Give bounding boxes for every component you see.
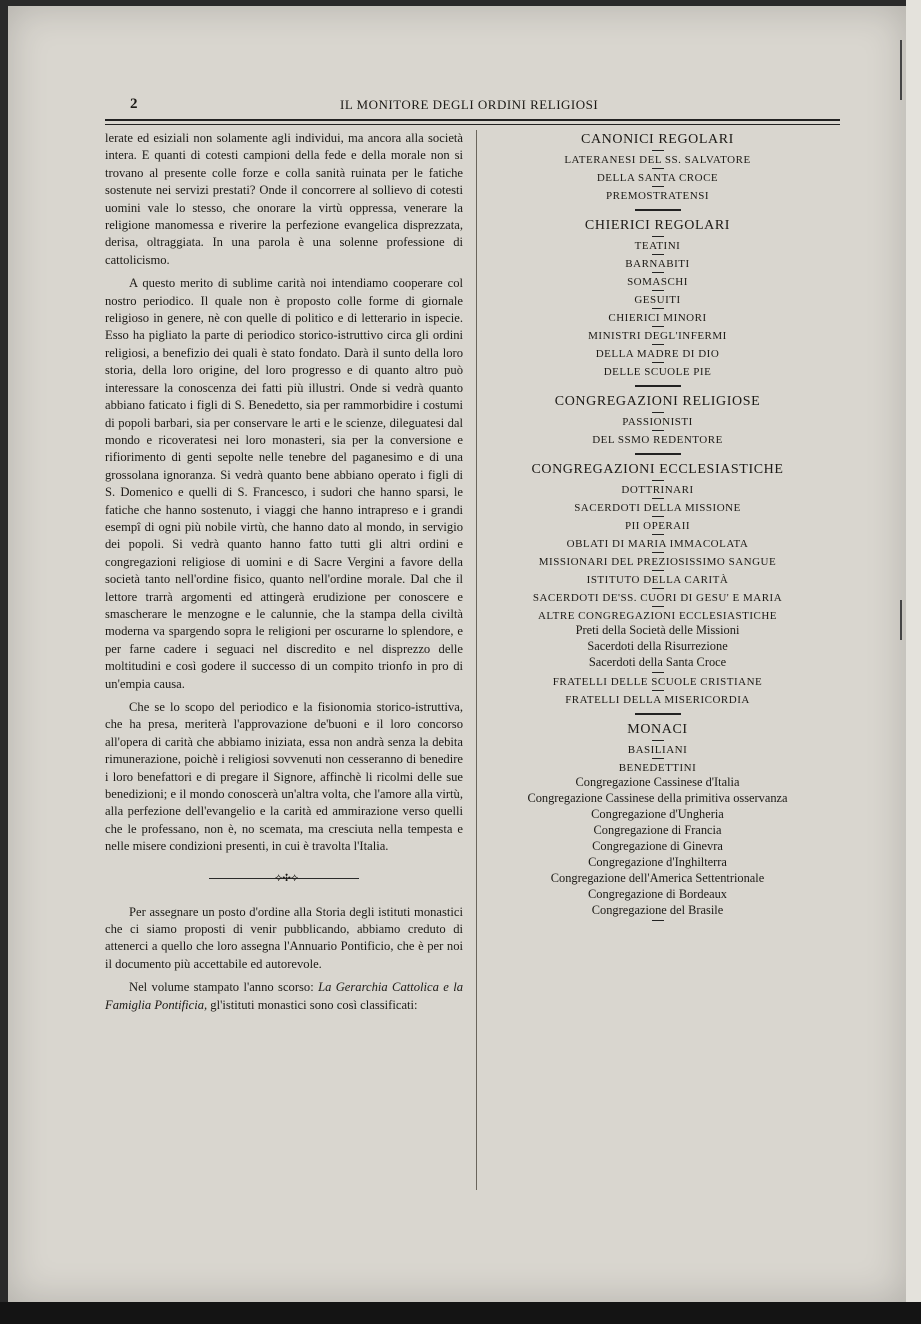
paragraph-last: [105, 979, 463, 1014]
list-item: Congregazione del Brasile: [591, 903, 724, 917]
list-item: CHIERICI MINORI: [608, 312, 707, 324]
list-item: DOTTRINARI: [621, 484, 694, 496]
list-item: OBLATI DI MARIA IMMACOLATA: [566, 538, 749, 550]
heading-canonici: CANONICI REGOLARI: [581, 132, 734, 147]
list-item: DELLA SANTA CROCE: [596, 172, 719, 184]
list-item: SOMASCHI: [627, 276, 688, 288]
list-item: ISTITUTO DELLA CARITÀ: [586, 574, 729, 586]
running-title: IL MONITORE DEGLI ORDINI RELIGIOSI: [340, 97, 599, 112]
heading-altre-congregazioni: ALTRE CONGREGAZIONI ECCLESIASTICHE: [537, 610, 778, 622]
list-item: SACERDOTI DE'SS. CUORI DI GESU' E MARIA: [532, 592, 783, 604]
list-item: DELLA MADRE DI DIO: [595, 348, 720, 360]
list-item: MINISTRI DEGL'INFERMI: [588, 330, 727, 342]
paragraph: A questo merito di sublime carità noi intendiamo cooperare col nostro periodico. Il quale non è proposto colle forme di giornale religioso in genere, nè con quelle di politico e di letterario in ispecie. Esso ha pigliato la parte di periodico storico-istruttivo circa gli ordini religiosi, a benefizio dei quali è stato fondato. Darà il sunto della loro storia, della loro origine, del loro progresso e di quanto altro può interessare la conoscenza dei fatti più illustri. Onde si vedrà quanto abbiano faticato i figli di S. Benedetto, sia per rammorbidire i costumi di popoli barbari, sia per conservare le arti e le scienze, dileguatesi dal mondo e ricoveratesi nei loro monasteri, sia per la conversione e rifiorimento di genti sepolte nelle tenebre del paganesimo e di una grossolana ignoranza. Si vedrà quanto bene abbiano operato i figli di S. Domenico e quelli di S. Francesco, i sudori che hanno sparsi, le fatiche che hanno sostenuto, i viaggi che hanno intrapreso e i grandi esempî di ogni più nobile virtù, che hanno dato al mondo, in servigio dei popoli. Si vedrà quanto hanno fatto tutti gli altri ordini e congregazioni religiose di uomini e di Sacre Vergini a favore della società tanto nell'ordine fisico, quanto nell'ordine morale. Dal che il lettore trarrà argomenti ed attingerà erudizione per conoscere e smascherare le menzogne e le calunnie, che la stampa della civiltà moderna va spargendo sopra le religioni per oscurarne lo splendore, e per farne cadere i seguaci nel discredito e nel disprezzo delle moltitudini e così godere il successo di un compito trionfo in pro di un'empia causa.: [105, 276, 463, 691]
list-item: LATERANESI DEL SS. SALVATORE: [564, 154, 751, 166]
scan-mark: [900, 40, 902, 100]
page-header: [130, 96, 838, 116]
right-column-classification: [490, 132, 825, 924]
heading-congregazioni-religiose: CONGREGAZIONI RELIGIOSE: [554, 394, 761, 409]
paragraph: Per assegnare un posto d'ordine alla Storia degli istituti monastici che ci siamo proposti di venir pubblicando, abbiamo creduto di attenerci a quello che loro assegna l'Annuario Pontificio, che è per noi il documento più accettabile ed autorevole.: [105, 904, 463, 971]
paragraph-tail: gl'istituti monastici sono così classificati:: [207, 997, 418, 1012]
column-divider: [476, 130, 477, 1190]
list-item: Congregazione d'Ungheria: [591, 807, 724, 821]
list-item: DEL SSMO REDENTORE: [592, 434, 723, 446]
left-column: [105, 130, 463, 1014]
list-item: Congregazione di Bordeaux: [587, 887, 727, 901]
list-item: Sacerdoti della Risurrezione: [587, 639, 728, 653]
list-item: FRATELLI DELLE SCUOLE CRISTIANE: [552, 676, 763, 688]
heading-monaci: MONACI: [627, 722, 688, 737]
list-item: PASSIONISTI: [622, 416, 693, 428]
list-item: Congregazione dell'America Settentrionale: [550, 871, 765, 885]
scan-mark: [900, 600, 902, 640]
list-item: PREMOSTRATENSI: [606, 190, 709, 202]
list-item: Preti della Società delle Missioni: [575, 623, 740, 637]
list-item: GESUITI: [634, 294, 681, 306]
paragraph-lead: Nel volume stampato l'anno scorso:: [129, 980, 319, 995]
header-rule-thin: [105, 124, 840, 125]
heading-congregazioni-ecclesiastiche: CONGREGAZIONI ECCLESIASTICHE: [531, 462, 784, 477]
list-item: Congregazione d'Inghilterra: [588, 855, 727, 869]
heading-chierici: CHIERICI REGOLARI: [584, 218, 731, 233]
list-item: TEATINI: [634, 240, 681, 252]
page-edge-right: [906, 0, 921, 1324]
list-item: Congregazione di Francia: [593, 823, 722, 837]
list-item: DELLE SCUOLE PIE: [603, 366, 712, 378]
section-ornament: ⟡✣⟡: [209, 876, 359, 882]
list-item: BARNABITI: [625, 258, 690, 270]
scan-bottom-edge: [0, 1302, 921, 1324]
page-number: 2: [130, 96, 138, 112]
list-item: BASILIANI: [627, 744, 688, 756]
list-item: Sacerdoti della Santa Croce: [588, 655, 727, 669]
list-item: FRATELLI DELLA MISERICORDIA: [565, 694, 750, 706]
list-item: PII OPERAII: [624, 520, 691, 532]
list-item: Congregazione Cassinese d'Italia: [575, 775, 740, 789]
list-item: Congregazione Cassinese della primitiva osservanza: [527, 791, 788, 805]
list-item: MISSIONARI DEL PREZIOSISSIMO SANGUE: [538, 556, 777, 568]
header-rule: [105, 119, 840, 121]
paragraph: Che se lo scopo del periodico e la fisionomia storico-istruttiva, che ha presa, meriterà l'approvazione de'buoni e il loro concorso all'opera di carità che abbiamo iniziata, essa non andrà senza la debita rimunerazione, poichè i religiosi sovvenuti non cesseranno di benedire i loro benefattori e di pregare il Signore, affinchè li ricolmi delle sue benedizioni; e il mondo conoscerà un'altra volta, che l'amore alla virtù, alla perfezione dell'evangelio e la carità ed ammirazione verso quelli che le professano, non è, no scemata, ma cresciuta nella tempesta e nelle misere condizioni presenti, in cui è travolta l'Italia.: [105, 700, 463, 854]
paragraph: lerate ed esiziali non solamente agli individui, ma ancora alla società intera. E quanti di cotesti campioni della fede e della morale non si trovano al presente colle forze e colla sanità ruinata per le fatiche sostenute nei servizi prestati? Onde il concorrere al sollievo di cotesti uomini vale lo stesso, che onorare la virtù oppressa, venerare la religione manomessa e riverire la perfezione evangelica disprezzata, derisa, oltraggiata. In una parola è una solenne professione di cattolicismo.: [105, 131, 463, 267]
list-item: SACERDOTI DELLA MISSIONE: [574, 502, 741, 514]
heading-benedettini: BENEDETTINI: [618, 762, 697, 774]
list-item: Congregazione di Ginevra: [592, 839, 723, 853]
book-title: La Gerarchia Cattolica e la Famiglia Pontificia,: [105, 980, 463, 1012]
